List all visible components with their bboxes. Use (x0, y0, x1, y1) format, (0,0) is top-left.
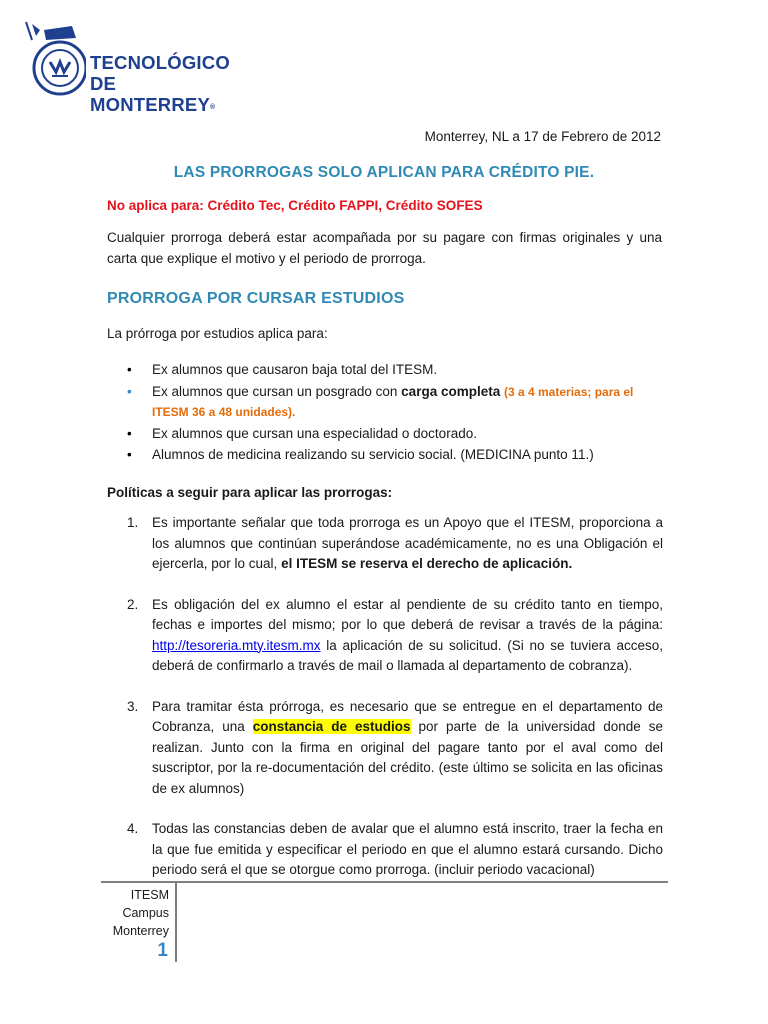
page-number: 1 (157, 940, 168, 961)
policies-heading: Políticas a seguir para aplicar las prorrogas: (107, 485, 393, 500)
logo-line-1: TECNOLÓGICO (90, 52, 230, 73)
policy-item-1: 1. Es importante señalar que toda prorroga es un Apoyo que el ITESM, proporciona a los alumnos que continúan superándose académicamente, no es una Obligación el ejercerla, por lo cual, el ITESM se reserva el derecho de aplicación. (127, 515, 663, 571)
logo-line-2: DE MONTERREY (90, 73, 210, 115)
logo-wordmark (90, 52, 242, 118)
policies-list (107, 513, 663, 901)
item-number: 2. (127, 596, 139, 612)
policy-item-2: 2. Es obligación del ex alumno el estar al pendiente de su crédito tanto en tiempo, fechas e importes del mismo; por lo que deberá de revisar a través de la página: http://tesoreria.mty.itesm.mx la aplicación de su solicitud. (Si no se tuviera acceso, deberá de confirmarlo a través de mail o llamada al departamento de cobranza). (127, 596, 663, 673)
units-note: (3 a 4 materias; para el ITESM 36 a 48 unidades). (152, 384, 634, 419)
intro-paragraph: Cualquier prorroga deberá estar acompañada por su pagare con firmas originales y una carta que explique el motivo y el periodo de prorroga. (107, 230, 662, 266)
no-aplica-notice: No aplica para: Crédito Tec, Crédito FAPPI, Crédito SOFES (107, 198, 483, 213)
list-item: • Ex alumnos que cursan un posgrado con carga completa (3 a 4 materias; para el ITESM 36 a 48 unidades). (107, 382, 667, 423)
item-number: 1. (127, 515, 139, 530)
document-title: LAS PRORROGAS SOLO APLICAN PARA CRÉDITO PIE. (173, 164, 595, 181)
tec-seal-icon (22, 16, 86, 104)
tesoreria-link[interactable]: http://tesoreria.mty.itesm.mx (152, 637, 321, 653)
tec-logo (22, 16, 242, 115)
policy-item-4: 4. Todas las constancias deben de avalar que el alumno está inscrito, traer la fecha en la que fue emitida y especificar el periodo en que el alumno estará cursando. Dicho periodo será el que se otorgue como prorroga. (incluir periodo vacacional) (127, 821, 663, 877)
document-date: Monterrey, NL a 17 de Febrero de 2012 (424, 129, 661, 144)
list-item: • Ex alumnos que cursan una especialidad o doctorado. (107, 424, 667, 445)
list-item: • Ex alumnos que causaron baja total del ITESM. (107, 360, 667, 381)
list-item: • Alumnos de medicina realizando su servicio social. (MEDICINA punto 11.) (107, 445, 667, 466)
section-intro: La prórroga por estudios aplica para: (107, 326, 328, 341)
highlighted-text: constancia de estudios (252, 719, 411, 734)
footer-campus: ITESM Campus Monterrey (112, 888, 169, 938)
registered-mark: ® (210, 104, 216, 111)
policy-item-3: 3. Para tramitar ésta prórroga, es necesario que se entregue en el departamento de Cobranza, una constancia de estudios por parte de la universidad donde se realizan. Junto con la firma en original del pagare tanto por el aval como del suscriptor, por la re-documentación del crédito. (este último se solicita en las oficinas de ex alumnos) (127, 698, 663, 796)
footer-vertical-divider (175, 882, 177, 962)
section-title: PRORROGA POR CURSAR ESTUDIOS (107, 290, 405, 307)
eligibility-list (107, 360, 667, 467)
footer-divider (101, 881, 668, 883)
item-number: 4. (127, 821, 139, 836)
item-number: 3. (127, 698, 139, 714)
